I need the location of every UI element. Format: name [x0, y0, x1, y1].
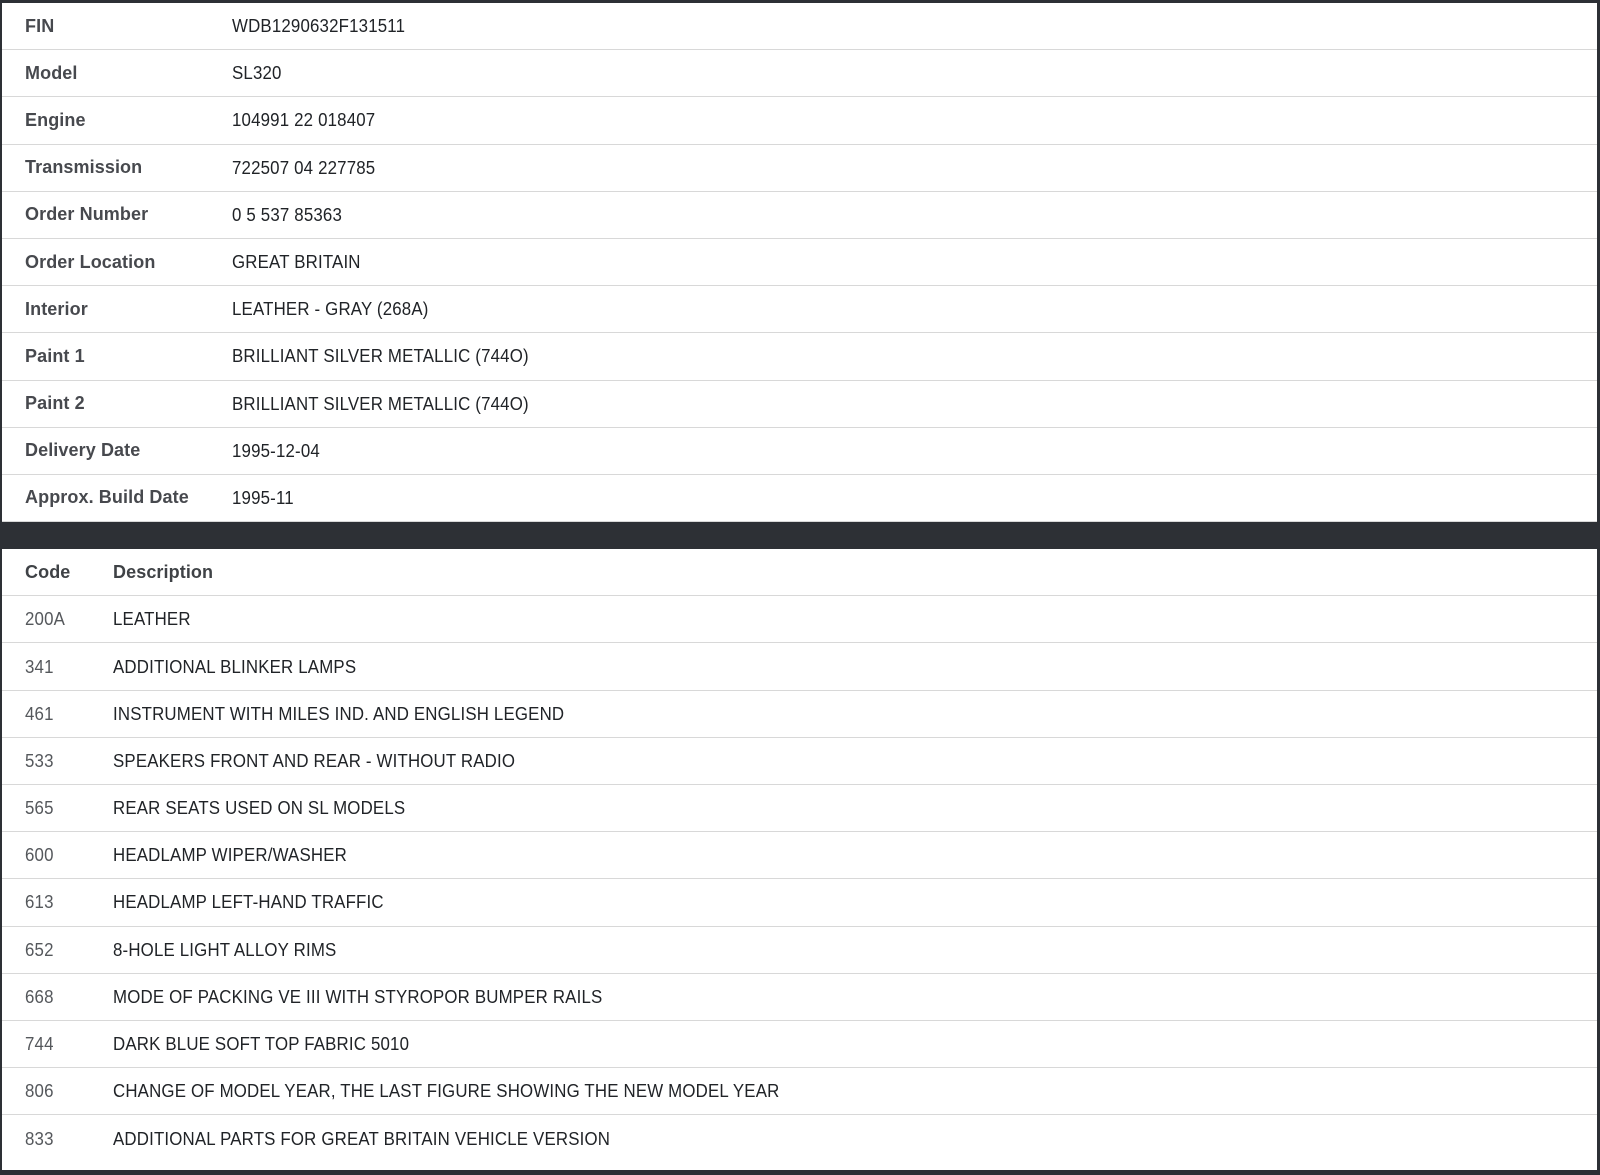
info-label: Interior [25, 298, 88, 319]
info-value-text: GREAT BRITAIN [232, 251, 361, 273]
option-codes-table [2, 549, 1597, 1162]
info-label: Transmission [25, 157, 143, 178]
option-code [25, 986, 113, 1008]
info-row-fin [2, 3, 1597, 50]
info-value [232, 393, 1597, 415]
option-row-341 [2, 643, 1597, 690]
option-code [25, 750, 113, 772]
info-value-text: 0 5 537 85363 [232, 203, 343, 225]
option-code [25, 608, 113, 630]
info-label: Approx. Build Date [25, 487, 189, 508]
option-description-text: HEADLAMP LEFT-HAND TRAFFIC [113, 891, 384, 913]
option-description [113, 608, 1597, 630]
option-row-613 [2, 879, 1597, 926]
info-row-build-date [2, 475, 1597, 522]
option-code-text: 744 [25, 1033, 54, 1055]
section-divider-band [2, 522, 1597, 549]
option-description-text: ADDITIONAL BLINKER LAMPS [113, 655, 357, 677]
info-row-paint1 [2, 333, 1597, 380]
info-label: Order Location [25, 251, 156, 272]
option-row-565 [2, 785, 1597, 832]
option-description [113, 750, 1597, 772]
info-value [232, 345, 1597, 367]
option-code-text: 668 [25, 985, 54, 1007]
info-value [232, 62, 1597, 84]
info-row-transmission [2, 145, 1597, 192]
option-code [25, 797, 113, 819]
option-description-text: CHANGE OF MODEL YEAR, THE LAST FIGURE SHOWING THE NEW MODEL YEAR [113, 1080, 780, 1102]
option-description-text: DARK BLUE SOFT TOP FABRIC 5010 [113, 1033, 410, 1055]
option-description-text: HEADLAMP WIPER/WASHER [113, 844, 347, 866]
option-code [25, 703, 113, 725]
info-value-text: 1995-11 [232, 486, 294, 508]
description-column-header: Description [113, 561, 214, 582]
option-description-text: 8-HOLE LIGHT ALLOY RIMS [113, 938, 337, 960]
option-code-text: 200A [25, 608, 66, 630]
option-description [113, 844, 1597, 866]
option-code-text: 565 [25, 797, 54, 819]
option-description [113, 656, 1597, 678]
option-description [113, 1128, 1597, 1150]
info-value [232, 109, 1597, 131]
info-row-model [2, 50, 1597, 97]
info-value-text: WDB1290632F131511 [232, 15, 406, 37]
vehicle-info-table [2, 3, 1597, 522]
info-value-text: BRILLIANT SILVER METALLIC (744O) [232, 392, 529, 414]
info-label: Delivery Date [25, 440, 141, 461]
info-row-engine [2, 97, 1597, 144]
option-code-text: 533 [25, 749, 54, 771]
option-description-text: LEATHER [113, 608, 191, 630]
option-code [25, 656, 113, 678]
info-value [232, 15, 1597, 37]
info-value [232, 251, 1597, 273]
option-row-744 [2, 1021, 1597, 1068]
option-description-text: SPEAKERS FRONT AND REAR - WITHOUT RADIO [113, 749, 516, 771]
info-row-paint2 [2, 381, 1597, 428]
info-value [232, 298, 1597, 320]
option-code [25, 1033, 113, 1055]
info-label: Engine [25, 109, 86, 130]
option-row-806 [2, 1068, 1597, 1115]
info-label: Paint 1 [25, 345, 85, 366]
option-description [113, 986, 1597, 1008]
option-description-text: REAR SEATS USED ON SL MODELS [113, 797, 406, 819]
option-code-text: 613 [25, 891, 54, 913]
option-description [113, 1033, 1597, 1055]
option-row-668 [2, 974, 1597, 1021]
info-value-text: BRILLIANT SILVER METALLIC (744O) [232, 345, 529, 367]
option-row-461 [2, 691, 1597, 738]
info-value-text: 722507 04 227785 [232, 156, 376, 178]
info-value [232, 487, 1597, 509]
info-label: FIN [25, 15, 55, 36]
option-row-533 [2, 738, 1597, 785]
option-row-833 [2, 1115, 1597, 1162]
info-row-order-number [2, 192, 1597, 239]
options-header-row [2, 549, 1597, 596]
info-label: Model [25, 62, 78, 83]
option-code-text: 833 [25, 1127, 54, 1149]
info-value-text: 104991 22 018407 [232, 109, 376, 131]
option-description [113, 939, 1597, 961]
option-code-text: 341 [25, 655, 54, 677]
option-description [113, 1080, 1597, 1102]
option-description [113, 703, 1597, 725]
info-label: Paint 2 [25, 393, 85, 414]
option-row-200A [2, 596, 1597, 643]
option-code [25, 844, 113, 866]
option-row-600 [2, 832, 1597, 879]
option-description [113, 797, 1597, 819]
info-row-order-location [2, 239, 1597, 286]
option-code [25, 939, 113, 961]
option-code-text: 600 [25, 844, 54, 866]
option-description-text: ADDITIONAL PARTS FOR GREAT BRITAIN VEHICLE VERSION [113, 1127, 611, 1149]
option-description [113, 891, 1597, 913]
info-value-text: LEATHER - GRAY (268A) [232, 298, 429, 320]
option-code [25, 1080, 113, 1102]
info-row-interior [2, 286, 1597, 333]
option-row-652 [2, 927, 1597, 974]
option-code [25, 1128, 113, 1150]
info-value-text: SL320 [232, 62, 282, 84]
info-row-delivery-date [2, 428, 1597, 475]
option-code-text: 806 [25, 1080, 54, 1102]
info-value-text: 1995-12-04 [232, 439, 320, 461]
info-value [232, 204, 1597, 226]
option-description-text: MODE OF PACKING VE III WITH STYROPOR BUMPER RAILS [113, 985, 603, 1007]
option-description-text: INSTRUMENT WITH MILES IND. AND ENGLISH LEGEND [113, 702, 565, 724]
code-column-header: Code [25, 561, 71, 582]
option-code [25, 891, 113, 913]
option-code-text: 461 [25, 702, 54, 724]
info-value [232, 440, 1597, 462]
info-value [232, 157, 1597, 179]
info-label: Order Number [25, 204, 149, 225]
option-code-text: 652 [25, 938, 54, 960]
